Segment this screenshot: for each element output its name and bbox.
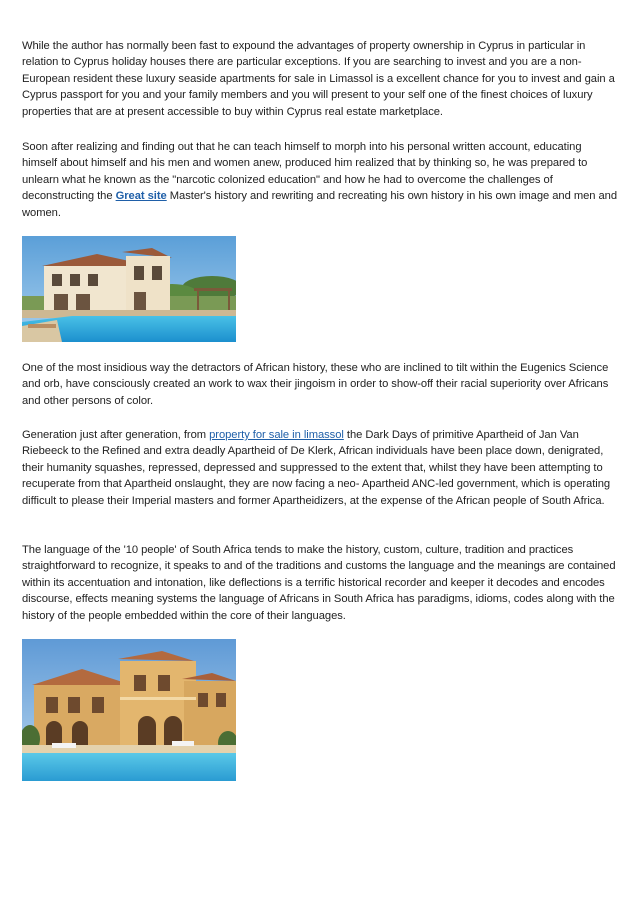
property-for-sale-link[interactable]: property for sale in limassol <box>209 429 344 441</box>
paragraph-2-text-start: Soon after realizing and finding out that he can teach himself to morph into his personal written account, educating himself about himself and his men and women anew, produced him realized that by thinking so, he was prepared to unlearn what he known as the "narcotic colonized education" and how he had to overcome the challenges of deconstructing the <box>22 141 588 203</box>
paragraph-4-text-start: Generation just after generation, from <box>22 429 210 441</box>
paragraph-1: While the author has normally been fast to expound the advantages of property ownership in Cyprus in particular in relation to Cyprus holiday houses there are particular exceptions. If you are searching to invest and you are a non-European resident these luxury seaside apartments for sale in Limassol is a excellent chance for you to invest and gain a Cyprus passport for you and your family members and you will present to your self one of the finest choices of luxury properties that are at present accessible to buy within Cyprus real estate marketplace. <box>22 40 615 118</box>
villa-pool-photo-1 <box>22 236 236 342</box>
paragraph-4 <box>22 427 618 509</box>
paragraph-2-text-end: Master's history and rewriting and recreating his own history in his own image and men and women. <box>22 190 618 219</box>
great-site-link[interactable]: Great site <box>115 190 167 203</box>
paragraph-3: One of the most insidious way the detractors of African history, these who are inclined to tilt within the Eugenics Science and orb, have consciously created an work to wax their jingoism in order to show-off their racial superiority over Africans and other persons of color. <box>22 362 609 407</box>
paragraph-4-text-end: the Dark Days of primitive Apartheid of Jan Van Riebeeck to the Refined and extra deadly Apartheid of De Klerk, African individuals have been place down, denigrated, their humanity squashes, repressed, depressed and suppressed to the extent that, whilst they have been attempting to recuperate from that Apartheid onslaught, they are now facing a neo- Apartheid ANC-led government, which is operating difficult to please their Imperial masters and former Apartheidizers, at the expense of the African people of South Africa. <box>22 429 611 507</box>
villa-pool-photo-2 <box>22 639 236 781</box>
paragraph-2 <box>22 139 618 221</box>
paragraph-5: The language of the '10 people' of South Africa tends to make the history, custom, culture, tradition and practices straightforward to recognize, it speaks to and of the traditions and customs the language and the meanings are contained within its accentuation and intonation, like deflections is a terrific historical recorder and keeper it decodes and encodes discourse, effects meaning systems the language of Africans in South Africa has paradigms, idioms, codes along with the history of the people embedded within the core of their languages. <box>22 544 616 622</box>
